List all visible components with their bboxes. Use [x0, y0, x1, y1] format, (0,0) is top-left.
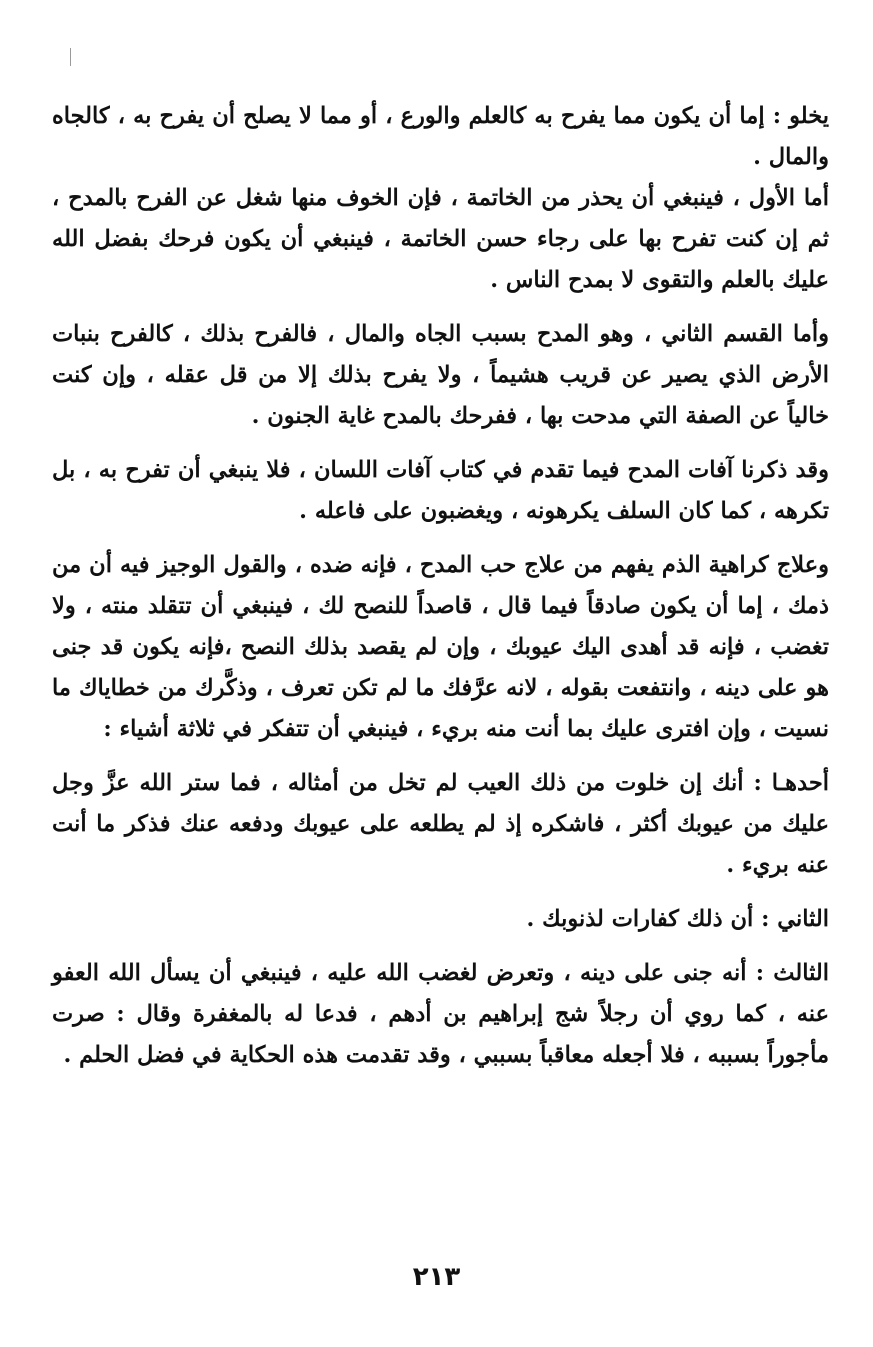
paragraph-point-two: الثاني : أن ذلك كفارات لذنوبك . — [526, 906, 829, 932]
paragraph-blame-remedy: وعلاج كراهية الذم يفهم من علاج حب المدح ، فإنه ضده ، والقول الوجيز فيه أن من ذمك ، إما أن يكون صادقاً فيما قال ، قاصداً للنصح لك ، فينبغي أن تتقلد منته ، ولا تغضب ، فإنه قد أهدى اليك عيوبك ، وإن لم يقصد بذلك النصح ،فإنه يكون قد جنى هو على دينه ، وانتفعت بقوله ، لانه عرَّفك ما لم تكن تعرف ، وذكَّرك من خطاياك ما نسيت ، وإن افترى عليك بما أنت منه بريء ، فينبغي أن تتفكر في ثلاثة أشياء : — [52, 552, 829, 742]
paragraph-point-one: أحدهـا : أنك إن خلوت من ذلك العيب لم تخل من أمثاله ، فما ستر الله عزَّ وجل عليك من عيوبك أكثر ، فاشكره إذ لم يطلعه على عيوبك ودفعه عنك فذكر ما أنت عنه بريء . — [52, 770, 829, 878]
paragraph-second-case: وأما القسم الثاني ، وهو المدح بسبب الجاه والمال ، فالفرح بذلك ، كالفرح بنبات الأرض الذي يصير عن قريب هشيماً ، ولا يفرح بذلك إلا من قل عقله ، وإن كنت خالياً عن الصفة التي مدحت بها ، ففرحك بالمدح غاية الجنون . — [52, 321, 829, 429]
paragraph-point-three: الثالث : أنه جنى على دينه ، وتعرض لغضب الله عليه ، فينبغي أن يسأل الله العفو عنه ، كما روي أن رجلاً شج إبراهيم بن أدهم ، فدعا له بالمغفرة وقال : صرت مأجوراً بسببه ، فلا أجعله معاقباً بسببي ، وقد تقدمت هذه الحكاية في فضل الحلم . — [52, 960, 829, 1068]
page-number: ٢١٣ — [412, 1262, 461, 1292]
margin-mark — [70, 48, 71, 66]
paragraph-praise-defects: وقد ذكرنا آفات المدح فيما تقدم في كتاب آفات اللسان ، فلا ينبغي أن تفرح به ، بل تكرهه ، كما كان السلف يكرهونه ، ويغضبون على فاعله . — [52, 457, 829, 524]
body-text — [52, 96, 829, 1089]
paragraph-intro: يخلو : إما أن يكون مما يفرح به كالعلم والورع ، أو مما لا يصلح أن يفرح به ، كالجاه والمال . — [52, 103, 829, 170]
paragraph-first-case: أما الأول ، فينبغي أن يحذر من الخاتمة ، فإن الخوف منها شغل عن الفرح بالمدح ، ثم إن كنت تفرح بها على رجاء حسن الخاتمة ، فينبغي أن يكون فرحك بفضل الله عليك بالعلم والتقوى لا بمدح الناس . — [52, 185, 829, 293]
